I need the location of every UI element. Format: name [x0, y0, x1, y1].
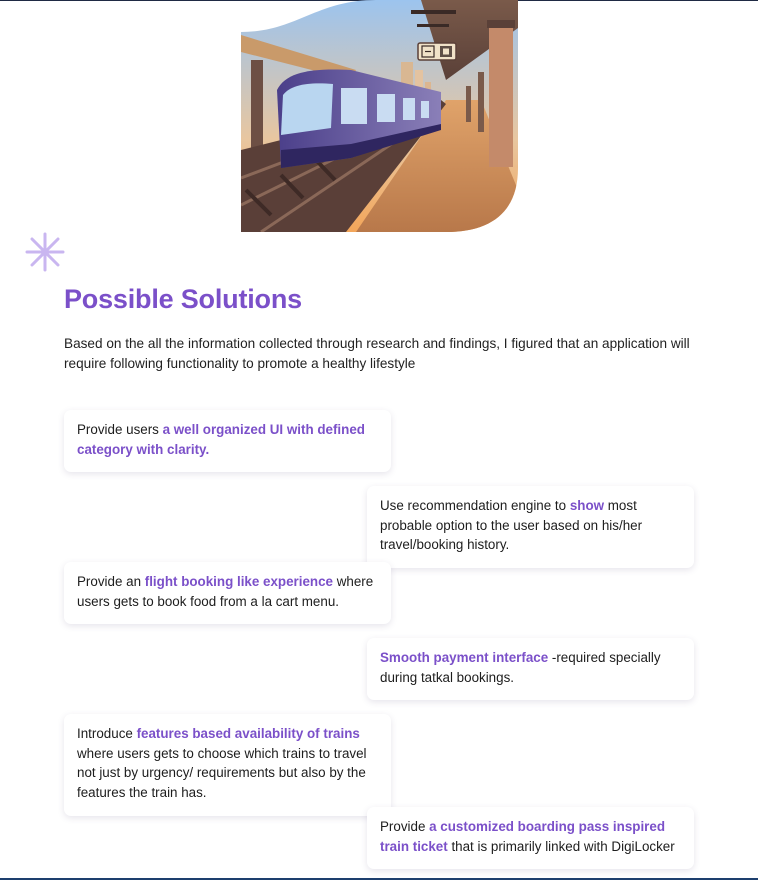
solution-text: Provide an	[77, 574, 145, 589]
solution-text: where users gets to choose which trains to travel not just by urgency/ requirements but also by the features the train has.	[77, 745, 367, 801]
solution-card	[367, 638, 694, 700]
section-title: Possible Solutions	[64, 284, 302, 314]
solution-highlight: show	[569, 498, 605, 513]
solution-card	[64, 714, 391, 816]
solution-text: Use recommendation engine to	[380, 498, 570, 513]
solution-text: where users gets to book food from a la cart menu.	[77, 574, 374, 609]
solution-text: Provide	[380, 819, 430, 834]
solution-card	[367, 807, 694, 869]
solution-text: Provide users	[77, 422, 163, 437]
solution-highlight: features based availability of trains	[136, 726, 360, 741]
solution-highlight: a well organized UI with defined category with clarity.	[77, 422, 365, 457]
solution-card	[64, 410, 391, 472]
sparkle-icon	[25, 232, 65, 272]
solution-card	[64, 562, 391, 624]
solution-highlight: flight booking like experience	[144, 574, 334, 589]
solution-text: that is primarily linked with DigiLocker	[447, 838, 675, 854]
solution-card	[367, 486, 694, 568]
section-intro: Based on the all the information collected through research and findings, I figured that an application will require following functionality to promote a healthy lifestyle	[64, 336, 690, 371]
solution-text: Introduce	[77, 726, 137, 741]
solution-text: -required specially during tatkal bookings.	[380, 650, 661, 685]
train-station-illustration	[241, 0, 518, 232]
solution-highlight: Smooth payment interface	[380, 650, 549, 665]
solution-highlight: a customized boarding pass inspired train ticket	[380, 819, 665, 854]
solution-text: most probable option to the user based on his/her travel/booking history.	[380, 498, 643, 553]
